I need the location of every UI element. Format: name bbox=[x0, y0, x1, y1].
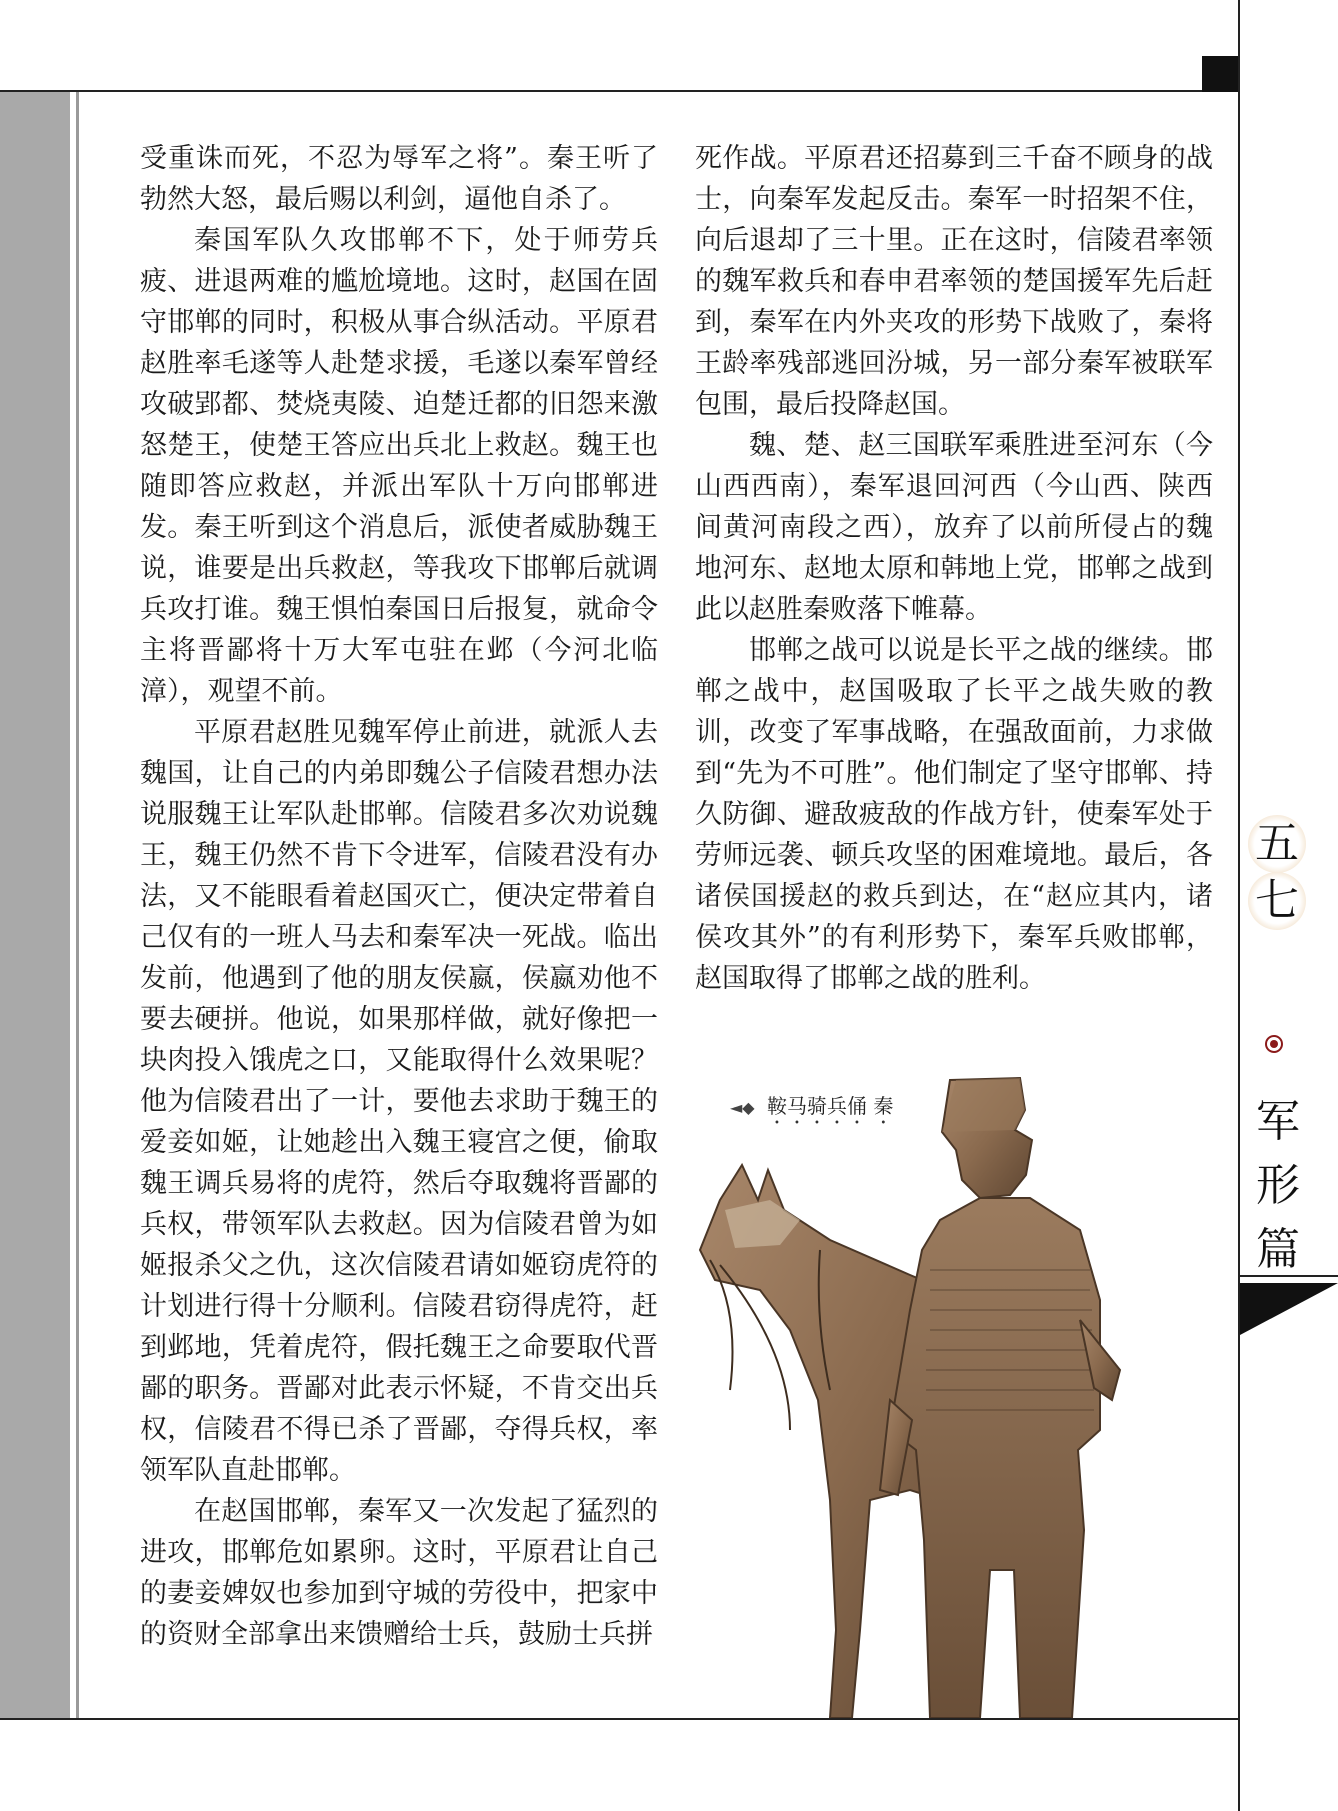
paragraph: 魏、楚、赵三国联军乘胜进至河东（今山西西南），秦军退回河西（今山西、陕西间黄河南段之西），放弃了以前所侵占的魏地河东、赵地太原和韩地上党，邯郸之战到此以赵胜秦败落下帷幕。 bbox=[695, 430, 1213, 625]
paragraph: 在赵国邯郸，秦军又一次发起了猛烈的进攻，邯郸危如累卵。这时，平原君让自己的妻妾婢奴也参加到守城的劳役中，把家中的资财全部拿出来馈赠给士兵，鼓励士兵拼 bbox=[140, 1496, 658, 1650]
paragraph: 秦国军队久攻邯郸不下，处于师劳兵疲、进退两难的尴尬境地。这时，赵国在固守邯郸的同时，积极从事合纵活动。平原君赵胜率毛遂等人赴楚求援，毛遂以秦军曾经攻破郢都、焚烧夷陵、迫楚迁都的旧怨来激怒楚王，使楚王答应出兵北上救赵。魏王也随即答应救赵，并派出军队十万向邯郸进发。秦王听到这个消息后，派使者威胁魏王说，谁要是出兵救赵，等我攻下邯郸后就调兵攻打谁。魏王惧怕秦国日后报复，就命令主将晋鄙将十万大军屯驻在邺（今河北临漳），观望不前。 bbox=[140, 225, 658, 707]
paragraph: 平原君赵胜见魏军停止前进，就派人去魏国，让自己的内弟即魏公子信陵君想办法说服魏王让军队赴邯郸。信陵君多次劝说魏王，魏王仍然不肯下令进军，信陵君没有办法，又不能眼看着赵国灭亡，便决定带着自己仅有的一班人马去和秦军决一死战。临出发前，他遇到了他的朋友侯嬴，侯嬴劝他不要去硬拼。他说，如果那样做，就好像把一块肉投入饿虎之口，又能取得什么效果呢？他为信陵君出了一计，要他去求助于魏王的爱妾如姬，让她趁出入魏王寝宫之便，偷取魏王调兵易将的虎符，然后夺取魏将晋鄙的兵权，带领军队去救赵。因为信陵君曾为如姬报杀父之仇，这次信陵君请如姬窃虎符的计划进行得十分顺利。信陵君窃得虎符，赶到邺地，凭着虎符，假托魏王之命要取代晋鄙的职务。晋鄙对此表示怀疑，不肯交出兵权，信陵君不得已杀了晋鄙，夺得兵权，率领军队直赴邯郸。 bbox=[140, 717, 658, 1486]
section-title-char: 形 bbox=[1256, 1160, 1300, 1211]
warrior-figure bbox=[880, 1078, 1120, 1718]
side-rule bbox=[1240, 1275, 1338, 1277]
page-number-digit: 七 bbox=[1248, 872, 1306, 930]
left-gray-bar bbox=[0, 92, 70, 1718]
caption-text: 鞍马骑兵俑 秦 bbox=[766, 1094, 894, 1118]
left-gray-line bbox=[76, 92, 79, 1718]
section-title-char: 军 bbox=[1256, 1096, 1300, 1147]
left-text-column bbox=[140, 138, 658, 1655]
top-rule bbox=[0, 90, 1240, 92]
fish-ornament-icon: ◄◆ bbox=[730, 1098, 755, 1117]
corner-block bbox=[1202, 56, 1238, 92]
terracotta-horse-and-warrior-figure bbox=[680, 1070, 1180, 1718]
paragraph: 受重诛而死，不忍为辱军之将”。秦王听了勃然大怒，最后赐以利剑，逼他自杀了。 bbox=[140, 143, 658, 215]
page-number-digit: 五 bbox=[1248, 815, 1306, 873]
section-title bbox=[1250, 1090, 1306, 1282]
right-text-column bbox=[695, 138, 1213, 999]
figure-caption bbox=[730, 1090, 893, 1129]
paragraph: 死作战。平原君还招募到三千奋不顾身的战士，向秦军发起反击。秦军一时招架不住，向后退却了三十里。正在这时，信陵君率领的魏军救兵和春申君率领的楚国援军先后赶到，秦军在内外夹攻的形势下战败了，秦将王龄率残部逃回汾城，另一部分秦军被联军包围，最后投降赵国。 bbox=[695, 143, 1213, 420]
right-margin-line bbox=[1238, 0, 1240, 1811]
paragraph: 邯郸之战可以说是长平之战的继续。邯郸之战中，赵国吸取了长平之战失败的教训，改变了军事战略，在强敌面前，力求做到“先为不可胜”。他们制定了坚守邯郸、持久防御、避敌疲敌的作战方针，使秦军处于劳师远袭、顿兵攻坚的困难境地。最后，各诸侯国援赵的救兵到达，在“赵应其内，诸侯攻其外”的有利形势下，秦军兵败邯郸，赵国取得了邯郸之战的胜利。 bbox=[695, 635, 1213, 994]
bottom-rule bbox=[0, 1718, 1240, 1720]
section-title-char: 篇 bbox=[1256, 1224, 1300, 1275]
side-wedge-decoration bbox=[1240, 1283, 1338, 1335]
target-bullet-icon bbox=[1265, 1035, 1283, 1053]
